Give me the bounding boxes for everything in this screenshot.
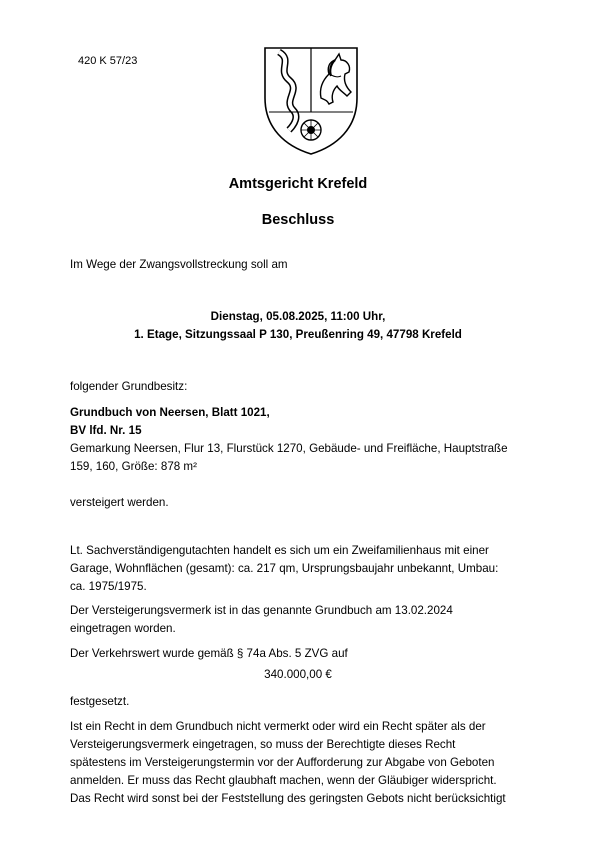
document-title: Beschluss (261, 212, 335, 228)
register-note: eingetragen worden. (70, 622, 176, 635)
appraisal-line: Garage, Wohnflächen (gesamt): ca. 217 qm, Ursprungsbaujahr unbekannt, Umbau: (70, 562, 499, 575)
land-register: Grundbuch von Neersen, Blatt 1021, (70, 406, 270, 419)
appraisal-line: ca. 1975/1975. (70, 580, 147, 593)
bv-number: BV lfd. Nr. 15 (70, 424, 142, 437)
parcel-line: Gemarkung Neersen, Flur 13, Flurstück 1270, Gebäude- und Freifläche, Hauptstraße (70, 442, 508, 455)
rights-line: Versteigerungsvermerk eingetragen, so muss der Berechtigte dieses Recht (70, 738, 456, 751)
rights-line: spätestens im Versteigerungstermin vor der Aufforderung zur Abgabe von Geboten (70, 756, 495, 769)
auction-location: 1. Etage, Sitzungssaal P 130, Preußenring 49, 47798 Krefeld (134, 328, 462, 341)
coat-of-arms-icon (259, 40, 363, 157)
court-name: Amtsgericht Krefeld (228, 176, 368, 192)
value-outro: festgesetzt. (70, 695, 130, 708)
auction-date: Dienstag, 05.08.2025, 11:00 Uhr, (210, 310, 386, 323)
register-note: Der Versteigerungsvermerk ist in das genannte Grundbuch am 13.02.2024 (70, 604, 453, 617)
parcel-line: 159, 160, Größe: 878 m² (70, 460, 197, 473)
rights-line: Ist ein Recht in dem Grundbuch nicht vermerkt oder wird ein Recht später als der (70, 720, 486, 733)
property-intro: folgender Grundbesitz: (70, 380, 188, 393)
value-intro: Der Verkehrswert wurde gemäß § 74a Abs. 5 ZVG auf (70, 647, 348, 660)
file-number: 420 K 57/23 (78, 55, 138, 67)
rights-line: Das Recht wird sonst bei der Feststellung des geringsten Gebots nicht berücksichtigt (70, 792, 506, 805)
market-value: 340.000,00 € (264, 668, 332, 681)
appraisal-line: Lt. Sachverständigengutachten handelt es sich um ein Zweifamilienhaus mit einer (70, 544, 489, 557)
rights-line: anmelden. Er muss das Recht glaubhaft machen, wenn der Gläubiger widerspricht. (70, 774, 497, 787)
intro-text: Im Wege der Zwangsvollstreckung soll am (70, 258, 288, 271)
auction-line: versteigert werden. (70, 496, 169, 509)
